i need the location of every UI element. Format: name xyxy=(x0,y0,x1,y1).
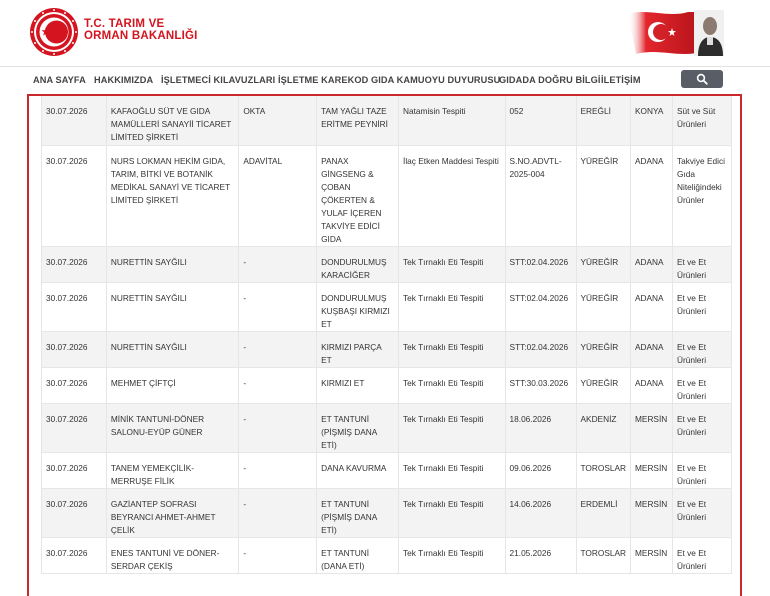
district-cell-text: EREĞLİ xyxy=(580,106,611,116)
table-row xyxy=(42,96,732,145)
product-cell xyxy=(317,403,399,452)
district-cell xyxy=(576,246,631,282)
product-cell xyxy=(317,282,399,331)
product-cell-text: ET TANTUNİ (PİŞMİŞ DANA ETİ) xyxy=(321,498,377,535)
brand-cell xyxy=(239,331,317,367)
product-cell-text: DANA KAVURMA xyxy=(321,462,387,473)
product-cell-text: DONDURULMUŞ KUŞBAŞI KIRMIZI ET xyxy=(321,292,390,329)
product-cell-text: KIRMIZI PARÇA ET xyxy=(321,341,382,365)
district-cell-text: YÜREĞİR xyxy=(580,155,619,166)
date-cell-text: 30.07.2026 xyxy=(46,377,88,388)
category-cell xyxy=(672,282,731,331)
province-cell xyxy=(631,403,673,452)
batch-cell xyxy=(505,488,576,537)
category-cell-text: Et ve Et Ürünleri xyxy=(676,547,707,571)
product-cell-text: DONDURULMUŞ KARACİĞER xyxy=(321,256,387,280)
company-cell-text: TANEM YEMEKÇİLİK-MERRUŞE FİLİK xyxy=(110,462,195,486)
finding-cell-text: İlaç Etken Maddesi Tespiti xyxy=(403,155,499,166)
category-cell xyxy=(672,246,731,282)
date-cell xyxy=(42,145,107,246)
site-header xyxy=(0,0,770,66)
category-cell xyxy=(672,367,731,403)
finding-cell-text: Natamisin Tespiti xyxy=(403,106,466,116)
district-cell-text: YÜREĞİR xyxy=(580,341,619,352)
province-cell-text: ADANA xyxy=(635,256,664,267)
province-cell xyxy=(631,367,673,403)
category-cell-text: Takviye Edici Gıda Niteliğindeki Ürünler xyxy=(676,155,725,205)
product-cell xyxy=(317,452,399,488)
date-cell-text: 30.07.2026 xyxy=(46,106,88,116)
brand-cell xyxy=(239,246,317,282)
nav-item-hakkimizda[interactable]: HAKKIMIZDA xyxy=(94,75,154,85)
batch-cell-text: 14.06.2026 xyxy=(509,498,552,509)
province-cell-text: MERSİN xyxy=(635,462,668,473)
brand-cell xyxy=(239,537,317,573)
finding-cell xyxy=(399,452,506,488)
province-cell-text: ADANA xyxy=(635,341,664,352)
company-cell xyxy=(106,488,238,537)
finding-cell xyxy=(399,331,506,367)
date-cell xyxy=(42,246,107,282)
date-cell-text: 30.07.2026 xyxy=(46,341,88,352)
finding-cell xyxy=(399,537,506,573)
brand-cell xyxy=(239,403,317,452)
ministry-logo-icon[interactable] xyxy=(29,7,79,57)
batch-cell-text: S.NO.ADVTL-2025-004 xyxy=(509,155,562,179)
category-cell xyxy=(672,96,731,145)
category-cell-text: Et ve Et Ürünleri xyxy=(676,292,707,316)
province-cell xyxy=(631,488,673,537)
batch-cell xyxy=(505,246,576,282)
batch-cell xyxy=(505,537,576,573)
district-cell xyxy=(576,403,631,452)
turkish-flag-banner-icon xyxy=(628,8,724,56)
product-cell-text: TAM YAĞLI TAZE ERİTME PEYNİRİ xyxy=(321,106,388,129)
district-cell-text: YÜREĞİR xyxy=(580,256,619,267)
district-cell xyxy=(576,537,631,573)
brand-cell xyxy=(239,367,317,403)
category-cell xyxy=(672,537,731,573)
batch-cell-text: 052 xyxy=(509,106,524,116)
product-cell xyxy=(317,367,399,403)
company-cell xyxy=(106,331,238,367)
district-cell xyxy=(576,282,631,331)
brand-cell xyxy=(239,96,317,145)
brand-cell-text: - xyxy=(243,377,247,388)
company-cell-text: NURETTİN SAYĞILI xyxy=(110,292,187,303)
company-cell xyxy=(106,282,238,331)
date-cell-text: 30.07.2026 xyxy=(46,292,88,303)
category-cell-text: Et ve Et Ürünleri xyxy=(676,377,707,401)
date-cell xyxy=(42,403,107,452)
company-cell xyxy=(106,145,238,246)
finding-cell xyxy=(399,96,506,145)
province-cell-text: ADANA xyxy=(635,155,664,166)
finding-cell xyxy=(399,282,506,331)
batch-cell xyxy=(505,367,576,403)
province-cell-text: ADANA xyxy=(635,292,664,303)
product-cell-text: KIRMIZI ET xyxy=(321,377,365,388)
product-cell xyxy=(317,488,399,537)
date-cell xyxy=(42,331,107,367)
date-cell xyxy=(42,367,107,403)
table-row xyxy=(42,145,732,246)
date-cell-text: 30.07.2026 xyxy=(46,256,88,267)
finding-cell xyxy=(399,145,506,246)
province-cell xyxy=(631,145,673,246)
batch-cell xyxy=(505,145,576,246)
table-row xyxy=(42,403,732,452)
company-cell xyxy=(106,96,238,145)
district-cell xyxy=(576,331,631,367)
brand-cell xyxy=(239,452,317,488)
nav-item-isletme-karekod[interactable]: İŞLETME KAREKOD xyxy=(278,75,369,85)
nav-item-iletisim[interactable]: İLETİŞİM xyxy=(601,75,641,85)
date-cell xyxy=(42,282,107,331)
batch-cell-text: STT:02.04.2026 xyxy=(509,341,569,352)
province-cell xyxy=(631,537,673,573)
province-cell xyxy=(631,331,673,367)
province-cell xyxy=(631,452,673,488)
district-cell xyxy=(576,145,631,246)
brand-cell-text: - xyxy=(243,413,247,424)
district-cell xyxy=(576,452,631,488)
batch-cell-text: 21.05.2026 xyxy=(509,547,552,558)
date-cell-text: 30.07.2026 xyxy=(46,498,88,509)
date-cell-text: 30.07.2026 xyxy=(46,413,88,424)
nav-item-ana-sayfa[interactable]: ANA SAYFA xyxy=(33,75,86,85)
batch-cell xyxy=(505,282,576,331)
table-row xyxy=(42,246,732,282)
company-cell-text: GAZİANTEP SOFRASI BEYRANCI AHMET-AHMET ÇELİK xyxy=(110,498,216,535)
category-cell xyxy=(672,452,731,488)
batch-cell-text: STT:02.04.2026 xyxy=(509,292,569,303)
brand-cell-text: - xyxy=(243,256,247,267)
product-cell xyxy=(317,96,399,145)
finding-cell xyxy=(399,246,506,282)
product-cell xyxy=(317,145,399,246)
finding-cell-text: Tek Tırnaklı Eti Tespiti xyxy=(403,462,484,473)
finding-cell-text: Tek Tırnaklı Eti Tespiti xyxy=(403,498,484,509)
finding-cell xyxy=(399,403,506,452)
district-cell-text: TOROSLAR xyxy=(580,462,626,473)
category-cell xyxy=(672,403,731,452)
province-cell xyxy=(631,282,673,331)
province-cell-text: KONYA xyxy=(635,106,664,116)
company-cell-text: MEHMET ÇİFTÇİ xyxy=(110,377,176,388)
batch-cell-text: 18.06.2026 xyxy=(509,413,552,424)
category-cell-text: Et ve Et Ürünleri xyxy=(676,413,707,437)
company-cell-text: NURETTİN SAYĞILI xyxy=(110,341,187,352)
category-cell xyxy=(672,488,731,537)
nav-item-gidada-dogru-bilgi[interactable]: GIDADA DOĞRU BİLGİ xyxy=(499,75,601,85)
table-row xyxy=(42,452,732,488)
district-cell-text: AKDENİZ xyxy=(580,413,617,424)
category-cell xyxy=(672,145,731,246)
company-cell xyxy=(106,246,238,282)
province-cell-text: MERSİN xyxy=(635,413,668,424)
district-cell-text: TOROSLAR xyxy=(580,547,626,558)
category-cell-text: Et ve Et Ürünleri xyxy=(676,462,707,486)
brand-cell-text: - xyxy=(243,498,247,509)
nav-item-isletmeci-kilavuzlari[interactable]: İŞLETMECİ KILAVUZLARI xyxy=(161,75,276,85)
search-button[interactable] xyxy=(681,70,723,88)
finding-cell-text: Tek Tırnaklı Eti Tespiti xyxy=(403,292,484,303)
date-cell-text: 30.07.2026 xyxy=(46,462,88,473)
finding-cell-text: Tek Tırnaklı Eti Tespiti xyxy=(403,547,484,558)
finding-cell-text: Tek Tırnaklı Eti Tespiti xyxy=(403,256,484,267)
company-cell xyxy=(106,403,238,452)
search-icon xyxy=(696,73,708,85)
date-cell xyxy=(42,488,107,537)
product-cell xyxy=(317,537,399,573)
recall-table xyxy=(41,96,732,574)
finding-cell xyxy=(399,488,506,537)
district-cell-text: YÜREĞİR xyxy=(580,377,619,388)
brand-cell-text: OKTA xyxy=(243,106,266,116)
district-cell-text: YÜREĞİR xyxy=(580,292,619,303)
company-cell xyxy=(106,537,238,573)
table-row xyxy=(42,488,732,537)
brand-cell-text: - xyxy=(243,292,247,303)
batch-cell xyxy=(505,403,576,452)
product-cell xyxy=(317,246,399,282)
brand-cell-text: - xyxy=(243,341,247,352)
district-cell xyxy=(576,367,631,403)
batch-cell xyxy=(505,96,576,145)
category-cell-text: Et ve Et Ürünleri xyxy=(676,341,707,365)
company-cell-text: NURETTİN SAYĞILI xyxy=(110,256,187,267)
province-cell-text: MERSİN xyxy=(635,498,668,509)
brand-cell xyxy=(239,145,317,246)
finding-cell xyxy=(399,367,506,403)
date-cell xyxy=(42,96,107,145)
province-cell-text: MERSİN xyxy=(635,547,668,558)
district-cell xyxy=(576,96,631,145)
date-cell xyxy=(42,537,107,573)
category-cell xyxy=(672,331,731,367)
brand-cell-text: ADAVİTAL xyxy=(243,155,283,166)
company-cell xyxy=(106,367,238,403)
finding-cell-text: Tek Tırnaklı Eti Tespiti xyxy=(403,413,484,424)
batch-cell-text: 09.06.2026 xyxy=(509,462,552,473)
company-cell-text: KAFAOĞLU SÜT VE GIDA MAMÜLLERİ SANAYİİ TİCARET LİMİTED ŞİRKETİ xyxy=(110,106,232,142)
category-cell-text: Et ve Et Ürünleri xyxy=(676,256,707,280)
batch-cell-text: STT:02.04.2026 xyxy=(509,256,569,267)
table-row xyxy=(42,282,732,331)
product-cell-text: ET TANTUNİ (DANA ETİ) xyxy=(321,547,370,571)
brand-cell-text: - xyxy=(243,462,247,473)
main-navigation xyxy=(0,66,770,94)
district-cell-text: ERDEMLİ xyxy=(580,498,618,509)
company-cell-text: MİNİK TANTUNİ-DÖNER SALONU-EYÜP GÜNER xyxy=(110,413,205,437)
category-cell-text: Et ve Et Ürünleri xyxy=(676,498,707,522)
date-cell-text: 30.07.2026 xyxy=(46,547,88,558)
product-cell-text: PANAX GİNGSENG & ÇOBAN ÇÖKERTEN & YULAF İÇEREN TAKVİYE EDİCİ GIDA xyxy=(321,155,382,244)
brand-cell xyxy=(239,488,317,537)
company-cell-text: NURS LOKMAN HEKİM GIDA, TARIM, BİTKİ VE BOTANİK MEDİKAL SANAYİ VE TİCARET LİMİTED ŞİRKETİ xyxy=(110,155,230,205)
product-cell-text: ET TANTUNİ (PİŞMİŞ DANA ETİ) xyxy=(321,413,377,450)
ministry-brand[interactable] xyxy=(84,18,198,42)
province-cell xyxy=(631,246,673,282)
batch-cell-text: STT:30.03.2026 xyxy=(509,377,569,388)
finding-cell-text: Tek Tırnaklı Eti Tespiti xyxy=(403,377,484,388)
brand-cell xyxy=(239,282,317,331)
district-cell xyxy=(576,488,631,537)
brand-cell-text: - xyxy=(243,547,247,558)
batch-cell xyxy=(505,331,576,367)
table-row xyxy=(42,331,732,367)
brand-line-2: ORMAN BAKANLIĞI xyxy=(84,30,198,42)
finding-cell-text: Tek Tırnaklı Eti Tespiti xyxy=(403,341,484,352)
province-cell xyxy=(631,96,673,145)
table-row xyxy=(42,367,732,403)
brand-line-1: T.C. TARIM VE xyxy=(84,18,165,30)
company-cell-text: ENES TANTUNİ VE DÖNER-SERDAR ÇEKİŞ xyxy=(110,547,220,571)
date-cell-text: 30.07.2026 xyxy=(46,155,88,166)
table-row xyxy=(42,537,732,573)
nav-item-gida-kamuoyu-duyurusu[interactable]: GIDA KAMUOYU DUYURUSU xyxy=(371,75,501,85)
company-cell xyxy=(106,452,238,488)
batch-cell xyxy=(505,452,576,488)
category-cell-text: Süt ve Süt Ürünleri xyxy=(676,106,716,129)
product-cell xyxy=(317,331,399,367)
date-cell xyxy=(42,452,107,488)
province-cell-text: ADANA xyxy=(635,377,664,388)
